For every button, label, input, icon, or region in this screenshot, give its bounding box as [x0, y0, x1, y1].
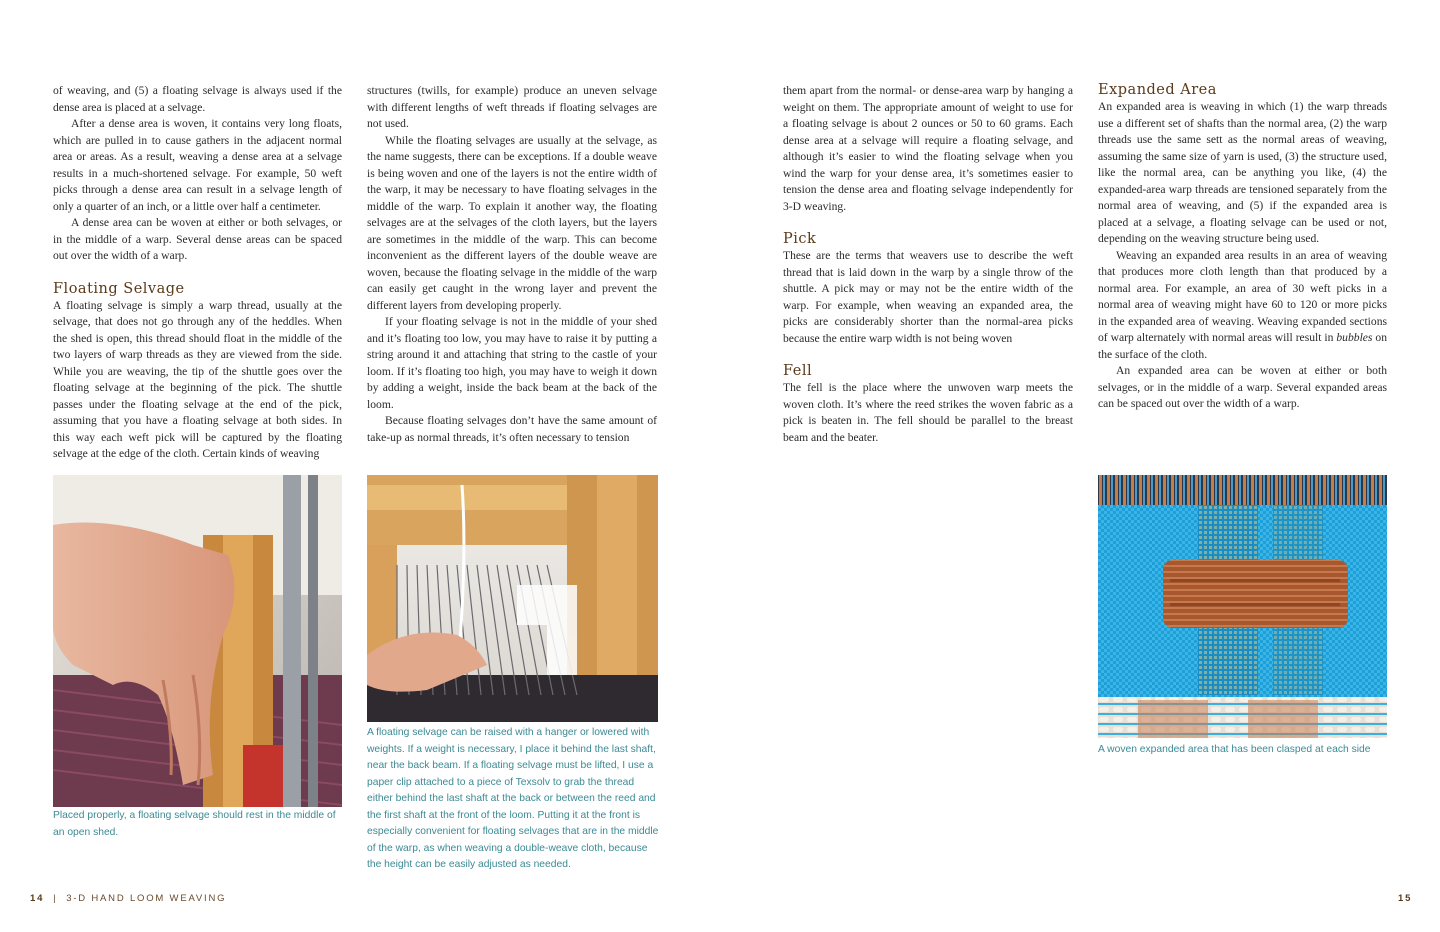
- paragraph: them apart from the normal- or dense-area warp by hanging a weight on them. The appropriate amount of weight to use for a floating selvage is about 2 ounces or 50 to 60 grams. Each dense area at a selvage will require a floating selvage, and although it’s easier to wind the floating selvage when you wind the warp for your dense area, it’s sometimes easier to tension the dense area and floating selvage independently for 3-D weaving.: [783, 84, 1073, 213]
- section-heading-pick: Pick: [783, 231, 817, 247]
- page-number: 14: [30, 893, 45, 904]
- text-run: Weaving an expanded area results in an area of weaving that produces more cloth length than that produced by a normal area. For example, an area of 30 weft picks in a normal area of weaving might have 60 to 120 or more picks in the expanded area of weaving. Weaving expanded sections of warp alternately with normal areas will result in: [1098, 248, 1387, 344]
- text-run: on the surface of the cloth.: [1098, 331, 1387, 361]
- paragraph: of weaving, and (5) a floating selvage is always used if the dense area is placed at a selvage.: [53, 84, 342, 114]
- photo-caption-2: A floating selvage can be raised with a hanger or lowered with weights. If a weight is necessary, I place it behind the last shaft, near the back beam. If a floating selvage must be lifted, I use a paper clip attached to a piece of Texsolv to grab the thread either behind the last shaft at the back or between the reed and the first shaft at the front of the loom. Putting it at the front is especially convenient for floating selvages that are in the middle of the warp, as when weaving a double-weave cloth, because the height can be easily adjusted as needed.: [367, 727, 659, 870]
- photo-caption-1: Placed properly, a floating selvage should rest in the middle of an open shed.: [53, 810, 336, 838]
- photo-hand-floating-selvage: [53, 475, 342, 807]
- paragraph: structures (twills, for example) produce an uneven selvage with different lengths of weft threads if floating selvages are not used.: [367, 84, 657, 130]
- italic-term: bubbles: [1336, 331, 1373, 344]
- section-heading-floating-selvage: Floating Selvage: [53, 280, 185, 297]
- paragraph: [1098, 248, 1387, 364]
- photo-expanded-area-cloth: [1098, 475, 1387, 738]
- section-heading-fell: Fell: [783, 363, 813, 379]
- right-page: [720, 0, 1440, 932]
- paragraph: Because floating selvages don’t have the same amount of take-up as normal threads, it’s often necessary to tension: [367, 414, 657, 444]
- paragraph: These are the terms that weavers use to describe the weft thread that is laid down in the warp by a single throw of the shuttle. A pick may or may not be the entire width of the warp. For example, when weaving an expanded area, the picks are considerably shorter than the normal-area picks because the entire warp width is not being woven: [783, 249, 1073, 345]
- photo-caption-3: A woven expanded area that has been clasped at each side: [1098, 744, 1371, 755]
- running-title: 3-D HAND LOOM WEAVING: [66, 893, 227, 904]
- paragraph: A dense area can be woven at either or both selvages, or in the middle of a warp. Several dense areas can be spaced out over the width of a warp.: [53, 216, 342, 262]
- photo-loom-hanger: [367, 475, 658, 722]
- footer-right: [1398, 893, 1412, 904]
- text-column-4: [1098, 81, 1387, 413]
- paragraph: If your floating selvage is not in the middle of your shed and it’s floating too low, you may have to raise it by putting a string around it and attaching that string to the castle of your loom. If it’s floating too high, you may have to weigh it down by adding a weight, inside the back beam at the back of the loom.: [367, 315, 657, 411]
- text-column-2: [367, 83, 657, 446]
- section-heading-expanded-area: Expanded Area: [1098, 82, 1217, 98]
- text-column-1: [53, 83, 342, 463]
- paragraph: A floating selvage is simply a warp thread, usually at the selvage, that does not go through any of the heddles. When the shed is open, this thread should float in the middle of the two layers of warp threads as they are viewed from the side. While you are weaving, the tip of the shuttle goes over the floating selvage at the beginning of the pick. The shuttle passes under the floating selvage at the end of the pick, assuming that you have a floating selvage at both sides. In this way each weft pick will be captured by the floating selvage at the edge of the cloth. Certain kinds of weaving: [53, 298, 342, 460]
- paragraph: After a dense area is woven, it contains very long floats, which are pulled in to cause gathers in the adjacent normal area or areas. As a result, weaving a dense area at a selvage results in a much-shortened selvage. For example, 50 weft picks through a dense area can result in a selvage length of only a quarter of an inch, or a little over half a centimeter.: [53, 117, 342, 213]
- paragraph: The fell is the place where the unwoven warp meets the woven cloth. It’s where the reed strikes the woven fabric as a pick is beaten in. The fell should be parallel to the breast beam and the beater.: [783, 381, 1073, 444]
- footer-left: [30, 893, 226, 904]
- paragraph: While the floating selvages are usually at the selvage, as the name suggests, there can be exceptions. If a double weave is being woven and one of the layers is not the entire width of the warp, it may be necessary to have floating selvages in the middle of the warp. To explain it another way, the floating selvages are at the selvages of the cloth layers, but the layers are sometimes in the middle of the warp. This can become inconvenient as the different layers of the double weave are woven, because the floating selvage in the middle of the warp can easily get caught in the wrong layer and prevent the different layers from developing properly.: [367, 133, 657, 312]
- paragraph: An expanded area can be woven at either or both selvages, or in the middle of a warp. Several expanded areas can be spaced out over the width of a warp.: [1098, 364, 1387, 410]
- text-column-3: [783, 83, 1073, 446]
- paragraph: An expanded area is weaving in which (1) the warp threads use a different set of shafts than the normal area, (2) the warp threads use the same sett as the normal areas of weaving, assuming the same size of yarn is used, (3) the structure used, like the normal area, can be anything you like, (4) the expanded-area warp threads are tensioned separately from the normal area of weaving, and (5) if the expanded area is placed at a selvage, a floating selvage can be used or not, depending on the weaving structure being used.: [1098, 100, 1387, 245]
- page-number: 15: [1398, 893, 1413, 904]
- footer-separator: |: [53, 893, 58, 904]
